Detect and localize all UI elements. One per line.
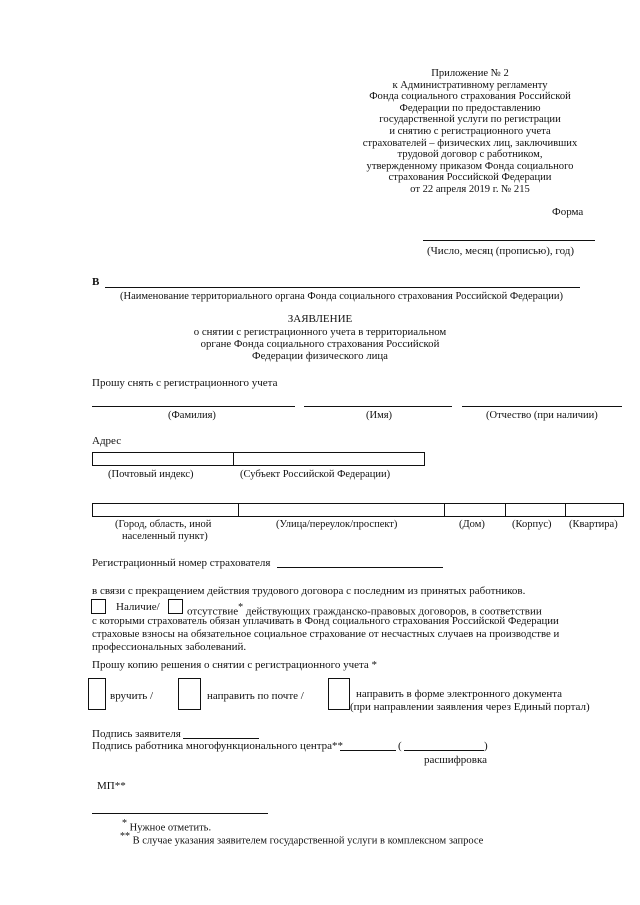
postal-index-caption: (Почтовый индекс) (108, 469, 194, 480)
stamp-label: МП** (97, 780, 126, 792)
building-caption: (Корпус) (512, 519, 552, 530)
header-appendix (360, 68, 580, 196)
footnote-separator (92, 813, 268, 814)
absence-checkbox[interactable] (168, 599, 183, 614)
surname-input-line[interactable] (92, 406, 295, 407)
header-line: к Административному регламенту (392, 79, 548, 91)
date-caption: (Число, месяц (прописью), год) (427, 245, 575, 257)
city-caption: (Город, область, иной (115, 519, 212, 530)
electronic-note: (при направлении заявления через Единый портал) (350, 701, 590, 713)
presence-rest-text: действующих гражданско-правовых договоров, в соответствии (243, 605, 542, 618)
city-field[interactable] (92, 503, 239, 517)
footnote-2 (120, 830, 483, 848)
decoding-open-paren: ( (398, 740, 402, 752)
by-hand-checkbox[interactable] (88, 678, 106, 710)
header-line: страхования Российской Федерации (388, 172, 552, 184)
request-text: Прошу снять с регистрационного учета (92, 377, 278, 389)
absence-label: отсутствие (187, 605, 239, 618)
header-line: трудовой договор с работником, (397, 149, 543, 161)
postal-index-field[interactable] (92, 452, 234, 466)
decoding-close-paren: ) (484, 740, 488, 752)
decoding-caption: расшифровка (424, 754, 488, 766)
house-caption: (Дом) (459, 519, 485, 530)
subject-field[interactable] (233, 452, 425, 466)
document-subtitle-line: о снятии с регистрационного учета в территориальном (193, 326, 447, 338)
presence-rest-line4: профессиональных заболеваний. (92, 641, 247, 653)
form-label: Форма (552, 206, 584, 218)
footnote-1-mark: * (122, 818, 127, 829)
territorial-organ-input-line[interactable] (105, 287, 580, 288)
document-title: ЗАЯВЛЕНИЕ (287, 313, 353, 325)
date-input-line[interactable] (423, 240, 595, 241)
applicant-signature-line[interactable] (183, 738, 259, 739)
document-subtitle-line: органе Фонда социального страхования Российской (200, 338, 440, 350)
name-input-line[interactable] (304, 406, 452, 407)
electronic-label: направить в форме электронного документа (356, 688, 563, 700)
header-line: Фонда социального страхования Российской (369, 91, 571, 103)
name-caption: (Имя) (366, 410, 393, 421)
reason-text: в связи с прекращением действия трудового договора с последним из принятых работников. (92, 585, 526, 597)
presence-rest-line2: с которыми страхователь обязан уплачивать в Фонд социального страхования Российской Федерации (92, 615, 559, 627)
footnote-star: * (238, 602, 244, 613)
copy-request-text: Прошу копию решения о снятии с регистрационного учета * (92, 659, 378, 671)
territorial-organ-caption: (Наименование территориального органа Фонда социального страхования Российской Федерации) (120, 291, 563, 302)
header-line: от 22 апреля 2019 г. № 215 (410, 183, 530, 195)
by-hand-label: вручить / (110, 690, 154, 702)
building-field[interactable] (505, 503, 566, 517)
apartment-caption: (Квартира) (569, 519, 618, 530)
presence-rest-line3: страховые взносы на обязательное социальное страхование от несчастных случаев на производстве и (92, 628, 560, 640)
presence-label: Наличие/ (116, 601, 160, 613)
electronic-checkbox[interactable] (328, 678, 350, 710)
patronymic-caption: (Отчество (при наличии) (486, 410, 598, 421)
by-mail-label: направить по почте / (207, 690, 304, 702)
mfc-signature-line[interactable] (340, 750, 396, 751)
applicant-signature-label: Подпись заявителя (92, 728, 181, 740)
patronymic-input-line[interactable] (462, 406, 622, 407)
address-label: Адрес (92, 435, 122, 447)
street-field[interactable] (238, 503, 445, 517)
street-caption: (Улица/переулок/проспект) (276, 519, 398, 530)
header-line: Федерации по предоставлению (399, 102, 541, 114)
decoding-input-line[interactable] (404, 750, 484, 751)
footnote-1-text: Нужное отметить. (127, 822, 212, 834)
surname-caption: (Фамилия) (168, 410, 216, 421)
footnote-2-mark: ** (120, 831, 130, 842)
document-subtitle-line: Федерации физического лица (252, 350, 388, 362)
header-line: утвержденному приказом Фонда социального (366, 160, 574, 172)
subject-caption: (Субъект Российской Федерации) (240, 469, 391, 480)
to-prefix: В (92, 276, 100, 288)
house-field[interactable] (444, 503, 506, 517)
header-line: Приложение № 2 (431, 68, 509, 79)
header-line: страхователей – физических лиц, заключивших (362, 137, 578, 149)
presence-checkbox[interactable] (91, 599, 106, 614)
mfc-signature-label: Подпись работника многофункционального центра** (92, 740, 344, 752)
reg-number-input-line[interactable] (277, 567, 443, 568)
city-caption-line2: населенный пункт) (122, 531, 208, 542)
apartment-field[interactable] (565, 503, 624, 517)
reg-number-label: Регистрационный номер страхователя (92, 557, 271, 569)
by-mail-checkbox[interactable] (178, 678, 201, 710)
header-line: государственной услуги по регистрации (379, 114, 561, 126)
header-line: и снятию с регистрационного учета (389, 125, 551, 137)
footnote-2-text: В случае указания заявителем государственной услуги в комплексном запросе (130, 835, 484, 847)
